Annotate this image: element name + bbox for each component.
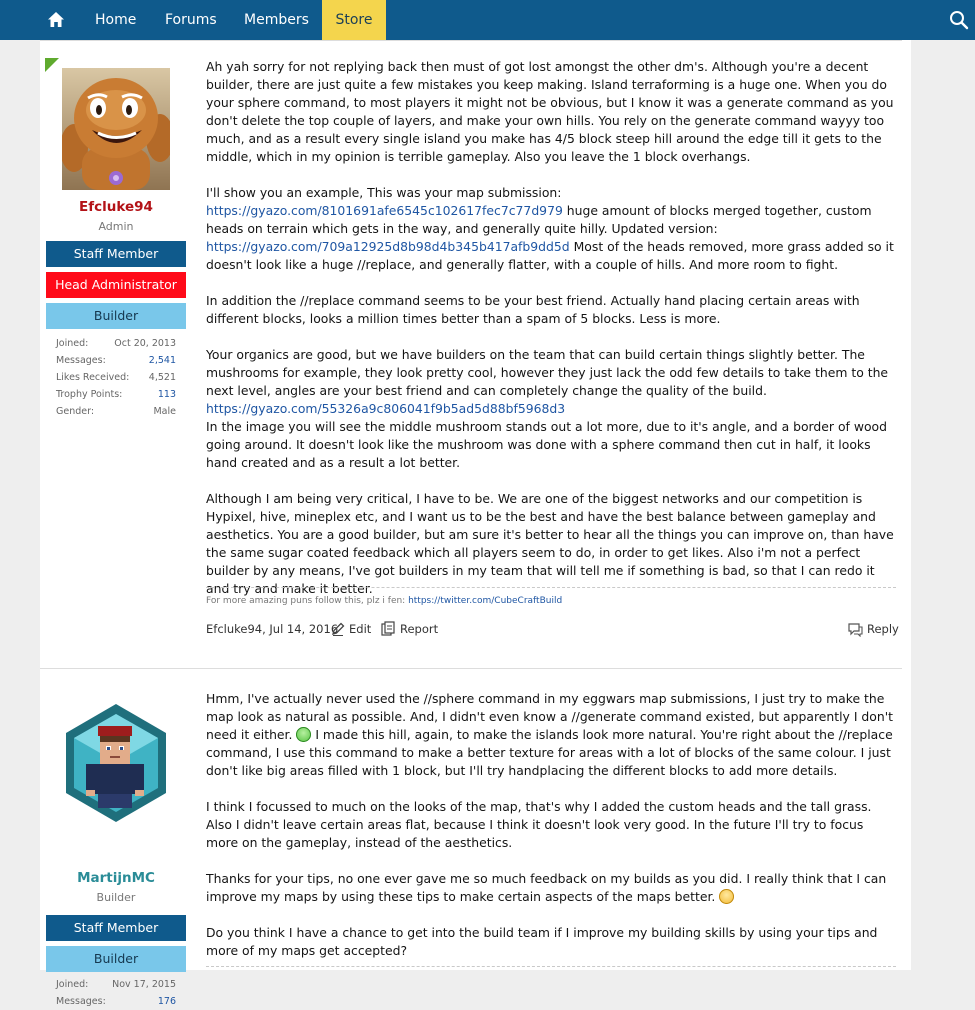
- message-text: Most of the heads removed, more grass added so it doesn't look like a huge //replace, and generally flatter, with a couple of hills. And more room to fight.: [206, 239, 894, 272]
- nav-forums[interactable]: Forums: [165, 12, 217, 28]
- top-navigation: [0, 0, 975, 40]
- message-paragraph: [206, 690, 896, 780]
- message-paragraph: [206, 346, 896, 472]
- nav-home-label[interactable]: Home: [95, 12, 137, 28]
- stat-label: Joined:: [56, 338, 89, 349]
- stat-value-link[interactable]: 176: [157, 996, 176, 1007]
- message-paragraph: [206, 870, 896, 906]
- stat-trophy-points: [56, 386, 176, 403]
- gyazo-link[interactable]: https://gyazo.com/8101691afe6545c102617fec7c77d979: [206, 203, 563, 218]
- message-paragraph: In addition the //replace command seems to be your best friend. Actually hand placing certain areas with different blocks, looks a million times better than a spam of 5 blocks. Less is more.: [206, 293, 860, 326]
- stat-label: Messages:: [56, 996, 106, 1007]
- message-text: huge amount of blocks merged together, custom heads on terrain which gets in the way, and generally quite hilly. Updated version:: [206, 203, 872, 236]
- home-icon: [48, 12, 64, 27]
- user-stats: [56, 976, 176, 1010]
- signature: [206, 596, 562, 606]
- report-icon[interactable]: [380, 621, 396, 637]
- user-title: Admin: [98, 220, 134, 233]
- signature-divider: [206, 587, 896, 588]
- grin-emoji-icon: [296, 727, 311, 742]
- signature-link[interactable]: https://twitter.com/CubeCraftBuild: [408, 596, 563, 606]
- smile-emoji-icon: [719, 889, 734, 904]
- gyazo-link[interactable]: https://gyazo.com/709a12925d8b98d4b345b417afb9dd5d: [206, 239, 570, 254]
- message-text: Hmm, I've actually never used the //sphere command in my eggwars map submissions, I just try to make the map look as natural as possible. And, I didn't even know a //generate command existed, but apparently I don't need it either.: [206, 691, 893, 742]
- stat-label: Messages:: [56, 355, 106, 366]
- stat-value-link[interactable]: 113: [157, 389, 176, 400]
- stat-value: 4,521: [148, 372, 176, 383]
- staff-member-banner: Staff Member: [46, 241, 186, 267]
- stat-value: Oct 20, 2013: [114, 338, 176, 349]
- username[interactable]: Efcluke94: [79, 199, 153, 215]
- message-text: Your organics are good, but we have builders on the team that can build certain things slightly better. The mushrooms for example, they look pretty cool, however they just lack the odd few details to take them to the next level, angles are your best friend and can completely change the quality of the build.: [206, 347, 889, 398]
- reply-button[interactable]: Reply: [867, 622, 899, 636]
- signature-text: For more amazing puns follow this, plz i fen:: [206, 596, 409, 606]
- message-text: In the image you will see the middle mushroom stands out a lot more, due to it's angle, and a border of wood going around. It doesn't look like the mushroom was done with a sphere command then cut in half, it looks hand created and as a result a lot better.: [206, 419, 887, 470]
- post-author-date[interactable]: Efcluke94, Jul 14, 2016: [206, 622, 339, 636]
- nav-store[interactable]: Store: [322, 0, 386, 40]
- nav-members[interactable]: Members: [244, 12, 309, 28]
- stat-messages: [56, 993, 176, 1010]
- thread-content: [40, 40, 911, 1007]
- stat-label: Trophy Points:: [56, 389, 123, 400]
- message-paragraph: Ah yah sorry for not replying back then must of got lost amongst the other dm's. Although you're a decent builder, there are just quite a few mistakes you keep making. Island terraforming is a huge one. When you do your sphere command, to most players it might not be obvious, but I know it was a generate command as you don't delete the top couple of layers, and make your own hills. You rely on the generate command wayyy too much, and as a result every single island you make has 4/5 block steep hill around the edge till it gets to the middle, which in my opinion is terrible gameplay. Also you leave the 1 block overhangs.: [206, 59, 894, 164]
- message-text: I'll show you an example, This was your map submission:: [206, 185, 562, 200]
- post-1-meta: [206, 620, 899, 638]
- message-text: I made this hill, again, to make the islands look more natural. You're right about the //replace command, I use this command to make a better texture for areas with a lot of blocks of the same colour. I just don't like big areas filled with 1 block, but I'll try handplacing the different blocks to add more details.: [206, 727, 893, 778]
- stat-label: Joined:: [56, 979, 89, 990]
- message-paragraph: I think I focussed to much on the looks of the map, that's why I added the custom heads and the tall grass. Also I didn't leave certain areas flat, because I think it doesn't look very good. In the future I'll try to focus more on the gameplay, instead of the aesthetics.: [206, 799, 872, 850]
- post-divider: [40, 668, 902, 669]
- edit-button[interactable]: Edit: [349, 622, 372, 636]
- message-paragraph: Do you think I have a chance to get into the build team if I improve my building skills by using your tips and more of my maps get accepted?: [206, 925, 878, 958]
- stat-joined: [56, 976, 176, 993]
- report-button[interactable]: Report: [400, 622, 439, 636]
- stat-likes: [56, 369, 176, 386]
- username[interactable]: MartijnMC: [77, 870, 155, 886]
- stat-value-link[interactable]: 2,541: [148, 355, 176, 366]
- search-icon[interactable]: [949, 10, 969, 30]
- stat-joined: [56, 335, 176, 352]
- avatar-minecraft-skin[interactable]: [62, 702, 170, 824]
- post-divider: [40, 40, 902, 41]
- message-text: Thanks for your tips, no one ever gave me so much feedback on my builds as you did. I really think that I can improve my maps by using these tips to make certain aspects of the maps better.: [206, 871, 887, 904]
- builder-banner: Builder: [46, 303, 186, 329]
- stat-label: Likes Received:: [56, 372, 130, 383]
- message-paragraph: [206, 184, 896, 274]
- gyazo-link[interactable]: https://gyazo.com/55326a9c806041f9b5ad5d88bf5968d3: [206, 401, 566, 416]
- user-title: Builder: [96, 891, 136, 904]
- stat-gender: [56, 403, 176, 420]
- online-indicator: [45, 58, 59, 72]
- head-administrator-banner: Head Administrator: [46, 272, 186, 298]
- stat-value: Male: [153, 406, 176, 417]
- stat-value: Nov 17, 2015: [112, 979, 176, 990]
- user-stats: [56, 335, 176, 420]
- stat-messages: [56, 352, 176, 369]
- stat-label: Gender:: [56, 406, 95, 417]
- post-1-message: [206, 58, 896, 616]
- builder-banner: Builder: [46, 946, 186, 972]
- post-2-message: [206, 690, 896, 978]
- staff-member-banner: Staff Member: [46, 915, 186, 941]
- edit-icon[interactable]: [330, 621, 346, 637]
- signature-divider: [206, 966, 896, 967]
- avatar-gingerbread[interactable]: [62, 68, 170, 190]
- message-paragraph: Although I am being very critical, I have to be. We are one of the biggest networks and our competition is Hypixel, hive, mineplex etc, and I want us to be the best and have the best balance between gameplay and aesthetics. You are a good builder, but am sure it's better to hear all the things you can improve on, than have the same sugar coated feedback which all players seem to do, in order to get likes. Also i'm not a perfect builder by any means, I've got builders in my team that will tell me if something is bad, so that I can redo it and try and make it better.: [206, 491, 894, 596]
- reply-icon[interactable]: [847, 621, 863, 637]
